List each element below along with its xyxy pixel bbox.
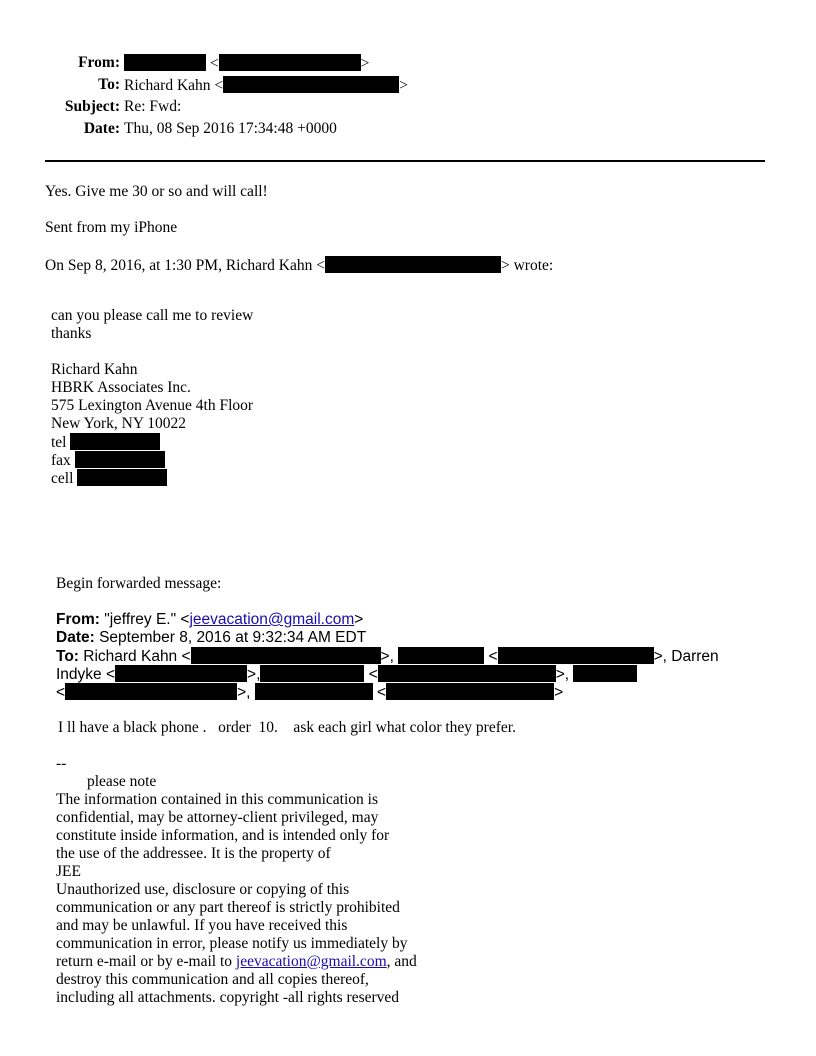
- subject-label: Subject:: [64, 98, 120, 115]
- forwarded-message-text: I ll have a black phone . order 10. ask each girl what color they prefer.: [58, 719, 516, 736]
- header-divider: [45, 160, 765, 162]
- forwarded-from-name: "jeffrey E.": [104, 611, 177, 628]
- forwarded-to-cont: Indyke < >, < >,: [56, 665, 637, 684]
- redaction: [115, 665, 247, 682]
- to-value: Richard Kahn < >: [124, 77, 408, 94]
- to-label: To:: [98, 76, 120, 93]
- reply-text: Yes. Give me 30 or so and will call!: [45, 183, 268, 200]
- redaction: [573, 665, 637, 682]
- forwarded-from-email-link[interactable]: jeevacation@gmail.com: [189, 611, 355, 628]
- redaction: [260, 665, 364, 682]
- cell-label: cell: [51, 470, 74, 487]
- redaction: [65, 683, 237, 700]
- redaction: [223, 76, 399, 93]
- quote-intro: On Sep 8, 2016, at 1:30 PM, Richard Kahn < > wrote:: [45, 257, 554, 274]
- redaction: [386, 683, 554, 700]
- signature-name: Richard Kahn: [51, 361, 138, 378]
- disclaimer-line: destroy this communication and all copies thereof,: [56, 971, 369, 988]
- redaction: [219, 54, 361, 71]
- disclaimer-line: constitute inside information, and is intended only for: [56, 827, 390, 844]
- date-value: Thu, 08 Sep 2016 17:34:48 +0000: [124, 120, 337, 137]
- forwarded-date: [56, 629, 366, 647]
- redaction: [498, 647, 654, 664]
- forwarded-to: To: Richard Kahn < >, < >, Darren: [56, 648, 719, 665]
- disclaimer-return-post: , and: [386, 953, 417, 970]
- redaction: [124, 54, 206, 71]
- redaction: [255, 683, 373, 700]
- from-value: < >: [124, 54, 369, 73]
- forwarded-to-label: To:: [56, 648, 79, 665]
- redaction: [77, 469, 167, 486]
- redaction: [398, 647, 484, 664]
- redaction: [75, 451, 165, 468]
- date-label: Date:: [83, 120, 120, 137]
- redaction: [70, 433, 160, 450]
- disclaimer-email-link[interactable]: jeevacation@gmail.com: [235, 953, 387, 970]
- signature-tel: [51, 433, 160, 452]
- forwarded-date-label: Date:: [56, 629, 95, 646]
- signature-company: HBRK Associates Inc.: [51, 379, 191, 396]
- disclaimer-line: confidential, may be attorney-client privileged, may: [56, 809, 379, 826]
- redaction: [378, 665, 556, 682]
- disclaimer-dashes: --: [56, 755, 67, 772]
- disclaimer-line: Unauthorized use, disclosure or copying of this: [56, 881, 350, 898]
- disclaimer-return-text: return e-mail or by e-mail to: [56, 953, 233, 970]
- forwarded-begin: Begin forwarded message:: [56, 575, 222, 592]
- quote-intro-text: On Sep 8, 2016, at 1:30 PM, Richard Kahn: [45, 257, 313, 274]
- redaction: [325, 256, 501, 273]
- forwarded-from: From: "jeffrey E." <jeevacation@gmail.com>: [56, 611, 364, 628]
- request-line: thanks: [51, 325, 92, 342]
- disclaimer-return-line: [56, 953, 417, 971]
- signature-address: 575 Lexington Avenue 4th Floor: [51, 397, 254, 414]
- redaction: [191, 647, 381, 664]
- disclaimer-line: the use of the addressee. It is the property of: [56, 845, 331, 862]
- to-name: Richard Kahn: [124, 77, 211, 94]
- forwarded-to-darren: Darren: [671, 648, 719, 665]
- disclaimer-line: The information contained in this communication is: [56, 791, 378, 808]
- disclaimer-please-note: please note: [87, 773, 157, 790]
- signature-cell: [51, 469, 167, 488]
- forwarded-to-indyke: Indyke: [56, 666, 102, 683]
- signature-address: New York, NY 10022: [51, 415, 187, 432]
- quote-intro-wrote: wrote:: [513, 257, 554, 274]
- from-label: From:: [78, 54, 120, 71]
- signature-fax: [51, 451, 165, 470]
- forwarded-date-value: September 8, 2016 at 9:32:34 AM EDT: [99, 629, 367, 646]
- tel-label: tel: [51, 434, 67, 451]
- forwarded-to-cont: < >, < >: [56, 684, 564, 701]
- disclaimer-line: JEE: [56, 863, 81, 880]
- disclaimer-line: including all attachments. copyright -all rights reserved: [56, 989, 400, 1006]
- forwarded-to-name: Richard Kahn: [83, 648, 178, 665]
- forwarded-from-label: From:: [56, 611, 100, 628]
- fax-label: fax: [51, 452, 71, 469]
- sent-from: Sent from my iPhone: [45, 219, 178, 236]
- subject-value: Re: Fwd:: [124, 98, 182, 115]
- disclaimer-line: and may be unlawful. If you have received this: [56, 917, 348, 934]
- disclaimer-line: communication or any part thereof is strictly prohibited: [56, 899, 400, 916]
- disclaimer-line: communication in error, please notify us immediately by: [56, 935, 408, 952]
- request-line: can you please call me to review: [51, 307, 254, 324]
